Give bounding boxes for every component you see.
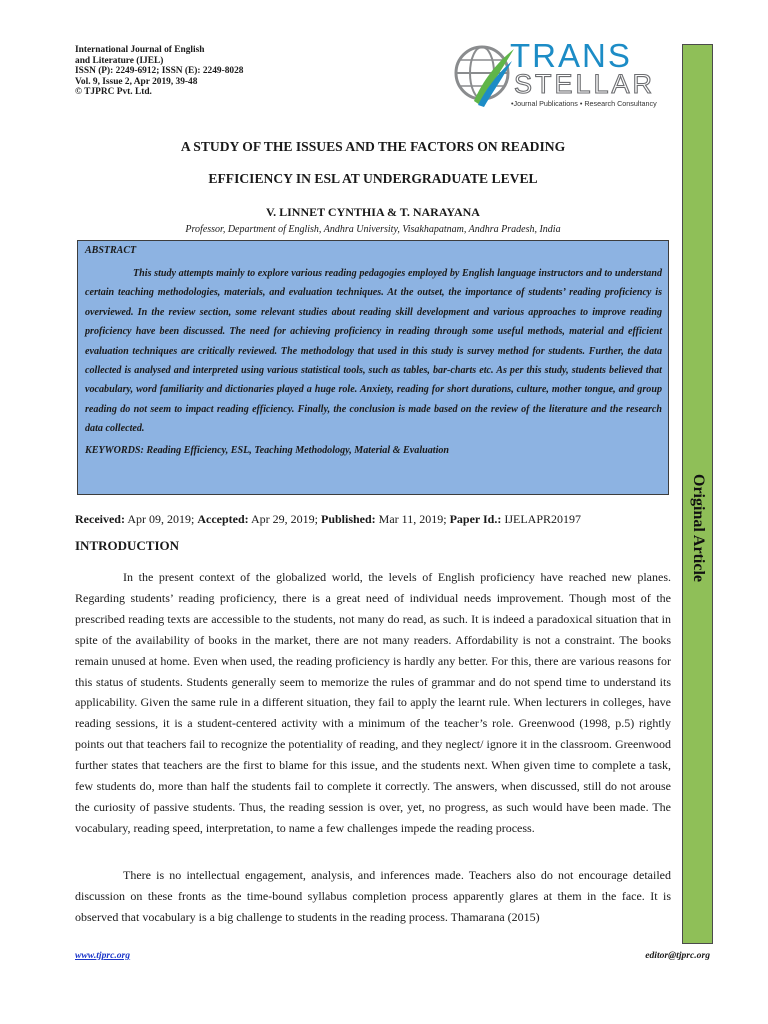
section-heading-introduction: INTRODUCTION — [75, 538, 180, 553]
abstract-text: This study attempts mainly to explore various reading pedagogies employed by English language instructors and to understand certain teaching methodologies, materials, and evaluation techniques. At the outset, the importance of students’ reading proficiency is overviewed. In the review section, some relevant studies about reading skill development and various approaches to improve reading proficiency have been discussed. The need for achieving proficiency in reading through some useful methods, material and efficient evaluation techniques are critically reviewed. The methodology that used in this study is survey method for students. Further, the data collected is analysed and interpreted using various statistical tools, such as tables, bar-charts etc. As per this study, students believed that vocabulary, word familiarity and dictionaries played a huge role. Anxiety, reading for short durations, culture, mother tongue, and group reading do not seem to impact reading efficiency. Finally, the conclusion is made based on the review of the literature and the research data collected. — [85, 268, 662, 435]
keywords: KEYWORDS: Reading Efficiency, ESL, Teaching Methodology, Material & Evaluation — [85, 444, 450, 456]
body-paragraph-1: In the present context of the globalized world, the levels of English proficiency have reached new planes. Regarding students’ reading proficiency, there is a great need of individual needs improvement. Though most of the prescribed reading texts are accessible to the students, not many do read, as such. It is indeed a paradoxical situation that in spite of the availability of books in the market, there are not many readers. Affordability is not a constraint. The books remain unused at home. Even when used, the reading proficiency is hardly any better. For this, there are various reasons for this status of students. Students generally seem to memorize the rules of grammar and do not spend time to understand its applicability. Given the same rule in a different situation, they fail to apply the learnt rule. When lecturers in colleges, have reading sessions, it is a student-centered activity with a minimum of the teacher’s role. Greenwood (1998, p.5) rightly points out that teachers fail to recognize the potentiality of reading, and they neglect/ ignore it in the classroom. Greenwood further states that teachers are the first to blame for this issue, and the students next. When given time to complete a task, few students do, more than half the students fail to complete it correctly. The answers, when discussed, still do not arouse the curiosity of passive students. Thus, the reading session is over, yet, no progress, as such would have been made. The vocabulary, reading speed, interpretation, to name a few challenges impede the reading process. — [75, 570, 671, 835]
journal-info — [75, 45, 375, 98]
paper-id: IJELAPR20197 — [501, 512, 582, 526]
globe-icon — [454, 43, 516, 109]
logo-word-stellar: STELLAR — [514, 69, 656, 99]
article-type-bar — [682, 44, 713, 944]
footer-website-link[interactable]: www.tjprc.org — [75, 950, 131, 961]
authors: V. LINNET CYNTHIA & T. NARAYANA — [266, 205, 480, 219]
received-date: Apr 09, 2019; — [124, 512, 198, 526]
paper-title-line2: EFFICIENCY IN ESL AT UNDERGRADUATE LEVEL — [208, 171, 538, 186]
logo-tagline: •Journal Publications • Research Consultancy — [511, 99, 657, 108]
body-paragraph-2: There is no intellectual engagement, analysis, and inferences made. Teachers also do not encourage detailed discussion on these fronts as the time-bound syllabus completion process apparently glares at them in the face. It is observed that vocabulary is a big challenge to students in the reading process. Thamarana (2015) — [75, 868, 671, 924]
accepted-date: Apr 29, 2019; — [248, 512, 321, 526]
paper-id-label: Paper Id.: — [449, 512, 502, 526]
published-label: Published: — [320, 512, 376, 526]
journal-name-line2: and Literature (IJEL) — [75, 55, 164, 66]
affiliation: Professor, Department of English, Andhra University, Visakhapatnam, Andhra Pradesh, India — [185, 224, 561, 235]
journal-volume: Vol. 9, Issue 2, Apr 2019, 39-48 — [75, 76, 198, 87]
abstract-heading: ABSTRACT — [85, 245, 137, 256]
journal-issn: ISSN (P): 2249-6912; ISSN (E): 2249-8028 — [75, 66, 244, 77]
received-label: Received: — [75, 512, 125, 526]
journal-copyright: © TJPRC Pvt. Ltd. — [75, 87, 152, 98]
abstract-box — [77, 240, 669, 495]
footer-email: editor@tjprc.org — [645, 950, 710, 961]
paper-title-line1: A STUDY OF THE ISSUES AND THE FACTORS ON READING — [180, 139, 566, 154]
article-type-label: Original Article — [690, 474, 707, 582]
published-date: Mar 11, 2019; — [375, 512, 450, 526]
transstellar-logo — [454, 37, 674, 113]
journal-name-line1: International Journal of English — [75, 45, 205, 55]
logo-word-trans: TRANS — [510, 37, 632, 74]
accepted-label: Accepted: — [197, 512, 249, 526]
publication-dates — [75, 512, 581, 527]
